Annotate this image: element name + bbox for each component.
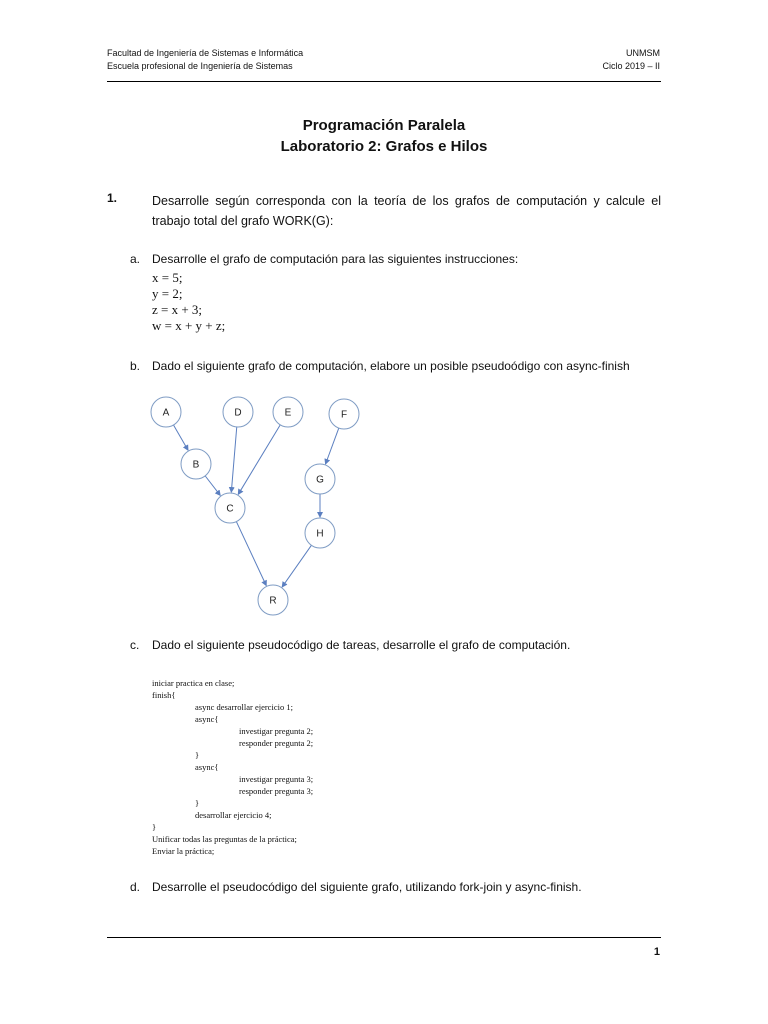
node-label: A bbox=[162, 407, 170, 419]
graph-node-d bbox=[223, 397, 253, 427]
graph-node-r bbox=[258, 585, 288, 615]
code-line: } bbox=[152, 822, 157, 832]
faculty-name: Facultad de Ingeniería de Sistemas e Informática bbox=[107, 48, 304, 58]
code-line: desarrollar ejercicio 4; bbox=[195, 810, 272, 820]
graph-node-g bbox=[305, 464, 335, 494]
graph-edge-e-c bbox=[238, 425, 280, 494]
node-label: G bbox=[316, 474, 324, 486]
item-c-code bbox=[152, 677, 313, 857]
code-line: async{ bbox=[195, 714, 219, 724]
question-text: Desarrolle según corresponda con la teoría de los grafos de computación y calcule el trabajo total del grafo WORK(G): bbox=[152, 194, 661, 228]
computation-graph bbox=[140, 392, 380, 622]
header-divider bbox=[107, 81, 661, 82]
graph-node-f bbox=[329, 399, 359, 429]
item-b-letter: b. bbox=[130, 359, 141, 373]
graph-edge-d-c bbox=[231, 427, 236, 492]
graph-edge-a-b bbox=[173, 425, 188, 450]
node-label: F bbox=[340, 409, 348, 421]
item-d-text: Desarrolle el pseudocódigo del siguiente grafo, utilizando fork-join y async-finish. bbox=[152, 880, 582, 894]
graph-node-h bbox=[305, 518, 335, 548]
university-name: UNMSM bbox=[626, 48, 660, 58]
question-number: 1. bbox=[107, 191, 118, 205]
graph-edge-f-g bbox=[326, 428, 339, 464]
code-line: } bbox=[195, 750, 200, 760]
page-number: 1 bbox=[653, 946, 660, 958]
item-c-letter: c. bbox=[130, 638, 140, 652]
code-line: Enviar la práctica; bbox=[152, 846, 215, 856]
code-line: Unificar todas las preguntas de la práctica; bbox=[152, 834, 297, 844]
graph-edge-b-c bbox=[205, 476, 220, 495]
node-label: B bbox=[192, 459, 200, 471]
node-label: E bbox=[284, 407, 292, 419]
code-line: } bbox=[195, 798, 200, 808]
item-d-letter: d. bbox=[130, 880, 141, 894]
lab-title: Laboratorio 2: Grafos e Hilos bbox=[280, 138, 488, 155]
code-line: investigar pregunta 3; bbox=[239, 774, 314, 784]
code-line: finish{ bbox=[152, 690, 176, 700]
code-line: x = 5; bbox=[152, 270, 183, 285]
item-a-text: Desarrolle el grafo de computación para las siguientes instrucciones: bbox=[152, 252, 519, 266]
graph-node-a bbox=[151, 397, 181, 427]
item-c-text: Dado el siguiente pseudocódigo de tareas, desarrolle el grafo de computación. bbox=[152, 638, 571, 652]
item-a-letter: a. bbox=[130, 252, 141, 266]
code-line: investigar pregunta 2; bbox=[239, 726, 314, 736]
graph-edge-h-r bbox=[282, 545, 311, 587]
item-a-code bbox=[152, 270, 225, 334]
graph-edge-c-r bbox=[236, 522, 266, 586]
code-line: async{ bbox=[195, 762, 219, 772]
graph-node-e bbox=[273, 397, 303, 427]
code-line: w = x + y + z; bbox=[152, 318, 226, 333]
course-title: Programación Paralela bbox=[302, 117, 466, 134]
code-line: responder pregunta 3; bbox=[239, 786, 314, 796]
header-left bbox=[107, 47, 303, 73]
school-name: Escuela profesional de Ingeniería de Sistemas bbox=[107, 61, 293, 71]
header-right bbox=[602, 47, 660, 73]
node-label: C bbox=[226, 503, 234, 515]
code-line: async desarrollar ejercicio 1; bbox=[195, 702, 293, 712]
cycle-label: Ciclo 2019 – II bbox=[602, 61, 660, 71]
code-line: z = x + 3; bbox=[152, 302, 203, 317]
graph-node-b bbox=[181, 449, 211, 479]
node-label: H bbox=[316, 528, 324, 540]
node-label: D bbox=[234, 407, 242, 419]
code-line: iniciar practica en clase; bbox=[152, 678, 235, 688]
node-label: R bbox=[269, 595, 277, 607]
graph-node-c bbox=[215, 493, 245, 523]
code-line: responder pregunta 2; bbox=[239, 738, 314, 748]
item-b-text: Dado el siguiente grafo de computación, elabore un posible pseudoódigo con async-finish bbox=[152, 359, 630, 373]
footer-divider bbox=[107, 937, 661, 938]
code-line: y = 2; bbox=[152, 286, 183, 301]
